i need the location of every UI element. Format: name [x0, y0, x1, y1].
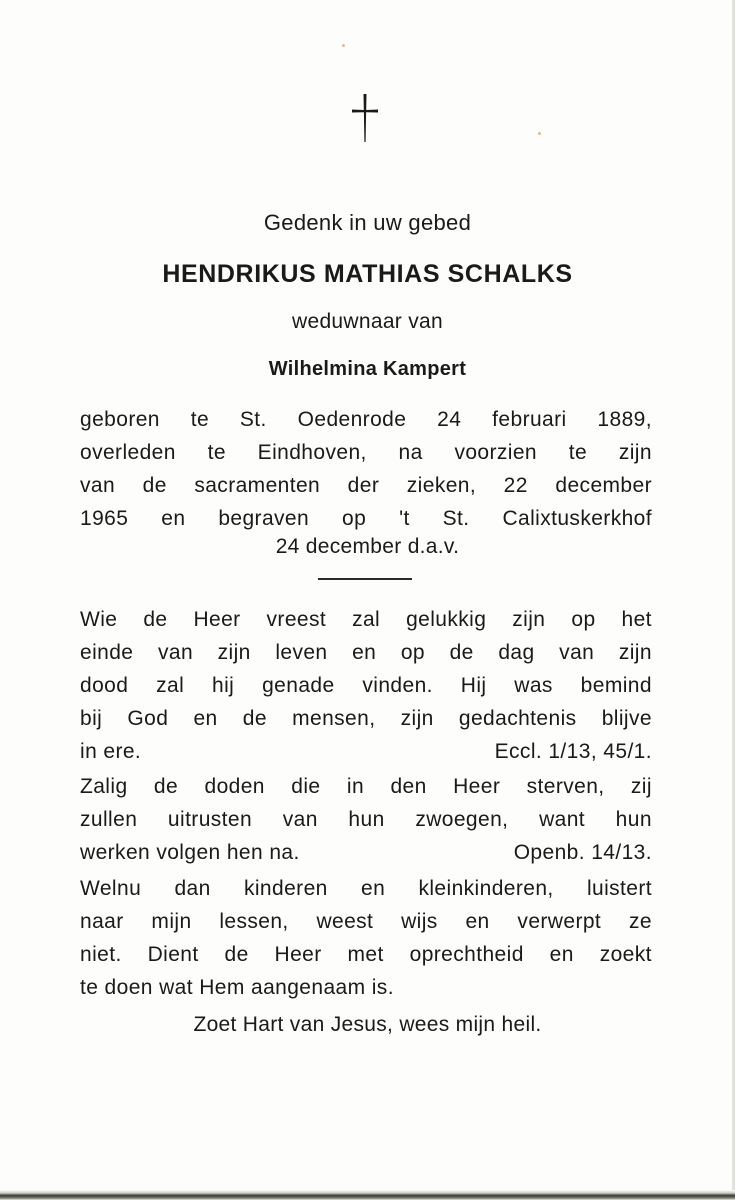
word: op: [571, 608, 596, 631]
biography-line: [80, 469, 652, 502]
word: 't: [399, 507, 410, 530]
biography-last-line: 24 december d.a.v.: [275, 535, 460, 558]
word: voorzien: [454, 441, 538, 464]
word: de: [142, 474, 167, 497]
verse-line: [80, 669, 652, 702]
word: St.: [239, 408, 267, 431]
word: zijn: [618, 641, 652, 664]
word: gedachtenis: [458, 707, 577, 730]
word: Calixtuskerkhof: [502, 507, 652, 530]
word: einde: [80, 641, 134, 664]
word: Hij: [460, 674, 487, 697]
word: december: [555, 474, 652, 497]
word: zwoegen,: [415, 808, 509, 831]
word: kleinkinderen,: [418, 877, 554, 900]
paper-speck: [342, 44, 345, 47]
word: van: [80, 474, 116, 497]
word: bij: [80, 707, 103, 730]
word: zijn: [217, 641, 251, 664]
verse-line: [80, 938, 652, 971]
word: zoekt: [599, 943, 652, 966]
word: St.: [442, 507, 470, 530]
word: den: [390, 775, 427, 798]
word: 1889,: [597, 408, 652, 431]
word: de: [153, 775, 179, 798]
word: overleden: [80, 441, 176, 464]
spouse-name: Wilhelmina Kampert: [268, 358, 467, 380]
intro-text: Gedenk in uw gebed: [263, 210, 472, 235]
word: geboren: [80, 408, 160, 431]
verse-ref-line: [80, 735, 652, 768]
word: de: [143, 608, 168, 631]
word: Heer: [193, 608, 241, 631]
word: te: [568, 441, 588, 464]
word: ze: [628, 910, 652, 933]
word: het: [621, 608, 652, 631]
word: Heer: [274, 943, 322, 966]
word: naar: [80, 910, 124, 933]
verse-reference: Eccl. 1/13, 45/1.: [494, 740, 652, 763]
word: zieken,: [406, 474, 477, 497]
word: weest: [316, 910, 374, 933]
word: Wie: [80, 608, 118, 631]
word: hun: [348, 808, 385, 831]
verse-line: [80, 872, 652, 905]
word: zijn: [618, 441, 652, 464]
word: genade: [262, 674, 335, 697]
word: Dient: [147, 943, 199, 966]
verse-line: [80, 636, 652, 669]
word: dood: [80, 674, 129, 697]
word: Welnu: [80, 877, 142, 900]
word: hij: [212, 674, 235, 697]
word: van: [282, 808, 318, 831]
divider-line: [318, 578, 412, 580]
verse-line: [80, 905, 652, 938]
verse-line: [80, 803, 652, 836]
word: luistert: [586, 877, 652, 900]
verse-text: werken volgen hen na.: [80, 841, 300, 864]
paper-speck: [538, 132, 541, 135]
word: dag: [498, 641, 535, 664]
word: blijve: [601, 707, 652, 730]
verse-3-block: [80, 872, 652, 1004]
word: in: [346, 775, 365, 798]
word: en: [161, 507, 186, 530]
word: bemind: [580, 674, 652, 697]
word: te: [190, 408, 210, 431]
word: de: [449, 641, 474, 664]
word: februari: [492, 408, 567, 431]
word: en: [465, 910, 490, 933]
biography-line: [80, 502, 652, 535]
word: van: [559, 641, 595, 664]
word: 24: [437, 408, 462, 431]
word: sacramenten: [194, 474, 321, 497]
word: sterven,: [526, 775, 605, 798]
word: en: [193, 707, 218, 730]
verse-text: in ere.: [80, 740, 142, 763]
biography-block: [80, 403, 652, 535]
word: na: [398, 441, 423, 464]
word: 1965: [80, 507, 129, 530]
word: 22: [503, 474, 528, 497]
word: Zalig: [80, 775, 128, 798]
biography-line: [80, 403, 652, 436]
word: verwerpt: [517, 910, 602, 933]
card-edge-bottom: [0, 1190, 735, 1200]
word: kinderen: [243, 877, 328, 900]
word: die: [291, 775, 321, 798]
word: want: [539, 808, 586, 831]
word: zij: [630, 775, 652, 798]
word: zijn: [512, 608, 546, 631]
word: begraven: [218, 507, 310, 530]
word: oprechtheid: [409, 943, 524, 966]
word: op: [342, 507, 367, 530]
word: was: [514, 674, 553, 697]
verse-line-last: te doen wat Hem aangenaam is.: [80, 976, 394, 999]
cross-icon: [345, 92, 385, 144]
deceased-name: HENDRIKUS MATHIAS SCHALKS: [162, 260, 573, 288]
word: en: [361, 877, 386, 900]
word: wijs: [401, 910, 438, 933]
word: de: [242, 707, 267, 730]
word: lessen,: [219, 910, 289, 933]
verse-line: [80, 702, 652, 735]
word: Oedenrode: [297, 408, 407, 431]
word: op: [400, 641, 426, 664]
word: zal: [156, 674, 185, 697]
word: leven: [275, 641, 328, 664]
word: te: [207, 441, 226, 464]
closing-prayer: Zoet Hart van Jesus, wees mijn heil.: [193, 1013, 542, 1036]
word: doden: [204, 775, 265, 798]
word: dan: [174, 877, 211, 900]
word: zijn: [400, 707, 434, 730]
verse-2-block: [80, 770, 652, 869]
verse-1-block: [80, 603, 652, 768]
word: mijn: [151, 910, 192, 933]
word: God: [127, 707, 169, 730]
word: de: [224, 943, 249, 966]
word: en: [549, 943, 574, 966]
word: mensen,: [292, 707, 376, 730]
word: met: [347, 943, 384, 966]
biography-line: [80, 436, 652, 469]
word: vreest: [266, 608, 327, 631]
verse-line: [80, 770, 652, 803]
word: van: [157, 641, 194, 664]
verse-line: [80, 603, 652, 636]
word: uitrusten: [167, 808, 253, 831]
word: Eindhoven,: [257, 441, 367, 464]
word: zullen: [80, 808, 138, 831]
word: hun: [615, 808, 652, 831]
word: gelukkig: [406, 608, 487, 631]
verse-reference: Openb. 14/13.: [513, 841, 652, 864]
word: niet.: [80, 943, 122, 966]
word: en: [352, 641, 377, 664]
verse-ref-line: [80, 836, 652, 869]
word: Heer: [453, 775, 501, 798]
word: der: [347, 474, 380, 497]
word: zal: [352, 608, 381, 631]
relation-text: weduwnaar van: [292, 310, 443, 333]
word: vinden.: [362, 674, 433, 697]
